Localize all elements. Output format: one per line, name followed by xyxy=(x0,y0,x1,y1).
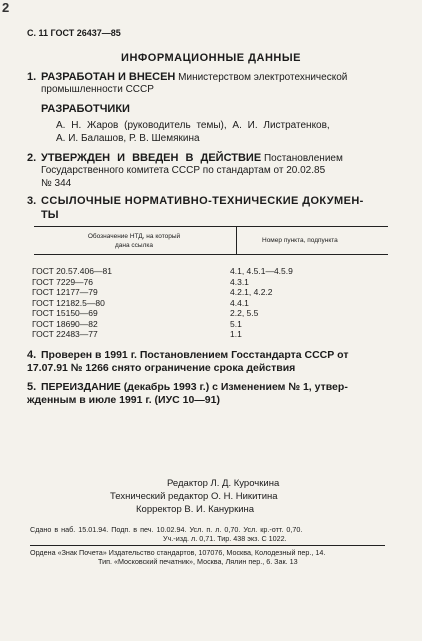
table-cell: 1.1 xyxy=(230,329,242,339)
table-col2-values xyxy=(230,266,293,340)
table-cell: 2.2, 5.5 xyxy=(230,308,259,318)
table-cell: 5.1 xyxy=(230,318,242,329)
table-row: ГОСТ 22483—77 xyxy=(32,329,98,339)
corner-mark: 2 xyxy=(2,0,10,15)
table-row: ГОСТ 20.57.406—81 xyxy=(32,266,112,276)
table-header-rule xyxy=(34,254,388,255)
developers-heading: РАЗРАБОТЧИКИ xyxy=(41,103,130,115)
imprint-line-4: Тип. «Московский печатник», Москва, Лялин пер., 6. Зак. 13 xyxy=(98,557,298,566)
section-5-line-1 xyxy=(41,381,348,393)
section-1-line-1 xyxy=(41,71,347,83)
section-4-line-2: 17.07.91 № 1266 снято ограничение срока действия xyxy=(27,362,296,374)
table-col2-header: Номер пункта, подпункта xyxy=(262,237,338,244)
section-5-text: (декабрь 1993 г.) с Изменением № 1, утвер- xyxy=(120,381,348,393)
section-1-text: Министерством электротехнической xyxy=(175,72,348,83)
table-row: ГОСТ 12177—79 xyxy=(32,287,98,297)
section-1-number: 1. xyxy=(27,71,37,83)
corrector-credit: Корректор В. И. Кануркина xyxy=(136,504,255,515)
page-header: С. 11 ГОСТ 26437—85 xyxy=(27,28,121,38)
table-cell: 4.1, 4.5.1—4.5.9 xyxy=(230,266,293,276)
section-2-text: Постановлением xyxy=(261,153,343,164)
table-row: ГОСТ 18690—82 xyxy=(32,318,98,329)
section-1-heading: РАЗРАБОТАН И ВНЕСЕН xyxy=(41,71,176,83)
section-5-heading: ПЕРЕИЗДАНИЕ xyxy=(41,381,121,393)
imprint-rule xyxy=(30,545,385,546)
table-row: ГОСТ 7229—76 xyxy=(32,276,94,287)
section-3-line-2: ТЫ xyxy=(41,209,59,221)
developers-line-1: А. Н. Жаров (руководитель темы), А. И. Листратенков, xyxy=(56,120,330,131)
section-2-number: 2. xyxy=(27,152,37,164)
developers-line-2: А. И. Балашов, Р. В. Шемякина xyxy=(56,133,200,144)
imprint-line-3: Ордена «Знак Почета» Издательство стандартов, 107076, Москва, Колодезный пер., 14. xyxy=(30,548,326,557)
section-1-line-2: промышленности СССР xyxy=(41,84,154,95)
editor-credit: Редактор Л. Д. Курочкина xyxy=(167,478,280,489)
section-5-line-2: жденным в июле 1991 г. (ИУС 10—91) xyxy=(27,394,220,406)
tech-editor-credit: Технический редактор О. Н. Никитина xyxy=(110,491,278,502)
table-col1-values xyxy=(32,266,112,340)
table-col1-header-line-2: дана ссылка xyxy=(115,242,153,249)
section-4-number: 4. xyxy=(27,349,37,361)
table-cell: 4.4.1 xyxy=(230,297,249,308)
imprint-line-2: Уч.-изд. л. 0,71. Тир. 438 экз. С 1022. xyxy=(163,534,287,543)
table-cell: 4.3.1 xyxy=(230,276,249,287)
table-top-rule xyxy=(34,226,388,227)
section-4-line-1: Проверен в 1991 г. Постановлением Госстандарта СССР от xyxy=(41,349,349,361)
table-cell: 4.2.1, 4.2.2 xyxy=(230,287,273,297)
section-2-heading: УТВЕРЖДЕН И ВВЕДЕН В ДЕЙСТВИЕ xyxy=(41,152,262,164)
section-2-line-2: Государственного комитета СССР по стандартам от 20.02.85 xyxy=(41,165,326,176)
section-2-line-1 xyxy=(41,152,343,164)
table-col-divider xyxy=(236,226,237,254)
page-title: ИНФОРМАЦИОННЫЕ ДАННЫЕ xyxy=(121,52,301,64)
imprint-line-1: Сдано в наб. 15.01.94. Подп. в печ. 10.02.94. Усл. п. л. 0,70. Усл. кр.-отт. 0,70. xyxy=(30,525,303,534)
table-col1-header-line-1: Обозначение НТД, на который xyxy=(87,233,181,240)
table-row: ГОСТ 12182.5—80 xyxy=(32,297,105,308)
section-3-number: 3. xyxy=(27,195,37,207)
section-3-line-1: ССЫЛОЧНЫЕ НОРМАТИВНО-ТЕХНИЧЕСКИЕ ДОКУМЕН- xyxy=(41,195,364,207)
section-5-number: 5. xyxy=(27,381,37,393)
section-2-line-3: № 344 xyxy=(41,178,72,189)
table-col1-header xyxy=(34,232,234,250)
table-row: ГОСТ 15150—69 xyxy=(32,308,98,318)
